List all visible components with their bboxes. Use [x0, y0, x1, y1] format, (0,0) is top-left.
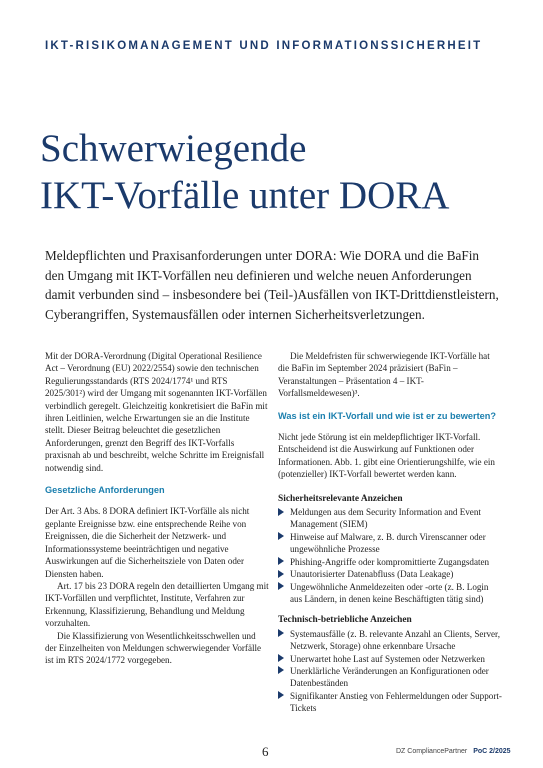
triangle-bullet-icon [278, 629, 284, 637]
list-item: Ungewöhnliche Anmeldezeiten oder -orte (z. B. Login aus Ländern, in denen keine Beschäftigten tätig sind) [278, 581, 502, 606]
intro-paragraph: Mit der DORA-Verordnung (Digital Operational Resilience Act – Verordnung (EU) 2022/2554) sowie den technischen Regulierungsstandards (RTS 2024/1774¹ und RTS 2025/301²) wird der Umgang mit sogenannten IKT-Vorfällen verbindlich geregelt. Gleichzeitig konkretisiert die BaFin mit ihren Leitlinien, welche Erwartungen sie an die Institute stellt. Dieser Beitrag beleuchtet die gesetzlichen Anforderungen, grenzt den Begriff des IKT-Vorfalls praxisnah ab und beschreibt, welche Schritte im Ereignisfall notwendig sind. [45, 351, 268, 473]
triangle-bullet-icon [278, 654, 284, 662]
triangle-bullet-icon [278, 691, 284, 699]
technical-indicators-list [278, 628, 502, 715]
publisher-name: DZ CompliancePartner [396, 748, 468, 755]
list-item: Signifikanter Anstieg von Fehlermeldungen oder Support-Tickets [278, 690, 502, 715]
right-column [278, 350, 502, 724]
title-line-1: Schwerwiegende [40, 127, 307, 170]
section-header: IKT-RISIKOMANAGEMENT UND INFORMATIONSSICHERHEIT [45, 40, 483, 52]
legal-paragraph-3: Die Klassifizierung von Wesentlichkeitsschwellen und der Einzelheiten von Meldungen schwerwiegender Vorfälle ist im RTS 2024/1772 vorgegeben. [45, 630, 262, 666]
triangle-bullet-icon [278, 666, 284, 674]
section-heading-legal: Gesetzliche Anforderungen [45, 485, 165, 496]
triangle-bullet-icon [278, 532, 284, 540]
left-column [45, 350, 269, 667]
list-item: Unerwartet hohe Last auf Systemen oder Netzwerken [278, 653, 502, 665]
list-item: Systemausfälle (z. B. relevante Anzahl an Clients, Server, Netzwerk, Storage) ohne erkennbare Ursache [278, 628, 502, 653]
list-item: Hinweise auf Malware, z. B. durch Virenscanner oder ungewöhnliche Prozesse [278, 531, 502, 556]
list-item: Meldungen aus dem Security Information and Event Management (SIEM) [278, 506, 502, 531]
page-title [40, 125, 510, 219]
triangle-bullet-icon [278, 508, 284, 516]
triangle-bullet-icon [278, 557, 284, 565]
title-line-2: IKT-Vorfälle unter DORA [40, 174, 450, 217]
list-item: Unerklärliche Veränderungen an Konfigurationen oder Datenbeständen [278, 665, 502, 690]
footer [396, 748, 511, 755]
assessment-paragraph: Nicht jede Störung ist ein meldepflichtiger IKT-Vorfall. Entscheidend ist die Auswirkung auf Funktionen oder Informationen. Abb. 1. gibt eine Orientierungshilfe, wie ein (potenzieller) IKT-Vorfall bewertet werden kann. [278, 432, 495, 480]
list-item: Phishing-Angriffe oder kompromittierte Zugangsdaten [278, 556, 502, 568]
issue-label: PoC 2/2025 [473, 748, 511, 755]
lead-paragraph: Meldepflichten und Praxisanforderungen unter DORA: Wie DORA und die BaFin den Umgang mit IKT-Vorfällen neu definieren und welche neuen Anforderungen damit verbunden sind – insbesondere bei (Teil-)Ausfällen von IKT-Drittdienstleistern, Cyberangriffen, Systemausfällen oder internen Sicherheitsverletzungen. [45, 248, 499, 322]
section-heading-assessment: Was ist ein IKT-Vorfall und wie ist er zu bewerten? [278, 410, 496, 421]
triangle-bullet-icon [278, 570, 284, 578]
legal-paragraph-1: Der Art. 3 Abs. 8 DORA definiert IKT-Vorfälle als nicht geplante Ereignisse bzw. eine entsprechende Reihe von Ereignissen, die die Sicherheit der Netzwerk- und Informationssysteme beeinträchtigen und negative Auswirkungen auf die Sicherheitsziele von Daten oder Diensten haben. [45, 506, 250, 579]
list-item: Unautorisierter Datenabfluss (Data Leakage) [278, 568, 502, 580]
page-number: 6 [262, 744, 269, 759]
security-indicators-list [278, 506, 502, 605]
triangle-bullet-icon [278, 582, 284, 590]
legal-paragraph-2: Art. 17 bis 23 DORA regeln den detaillierten Umgang mit IKT-Vorfällen und verpflichtet, Institute, Verfahren zur Erkennung, Klassifizierung, Behandlung und Meldung vorzuhalten. [45, 580, 269, 629]
security-indicators-heading: Sicherheitsrelevante Anzeichen [278, 493, 403, 504]
technical-indicators-heading: Technisch-betriebliche Anzeichen [278, 615, 412, 626]
deadline-paragraph: Die Meldefristen für schwerwiegende IKT-Vorfälle hat die BaFin im September 2024 präzisiert (BaFin – Veranstaltungen – Präsentation 4 – IKT-Vorfallsmeldewesen)³. [278, 351, 490, 399]
